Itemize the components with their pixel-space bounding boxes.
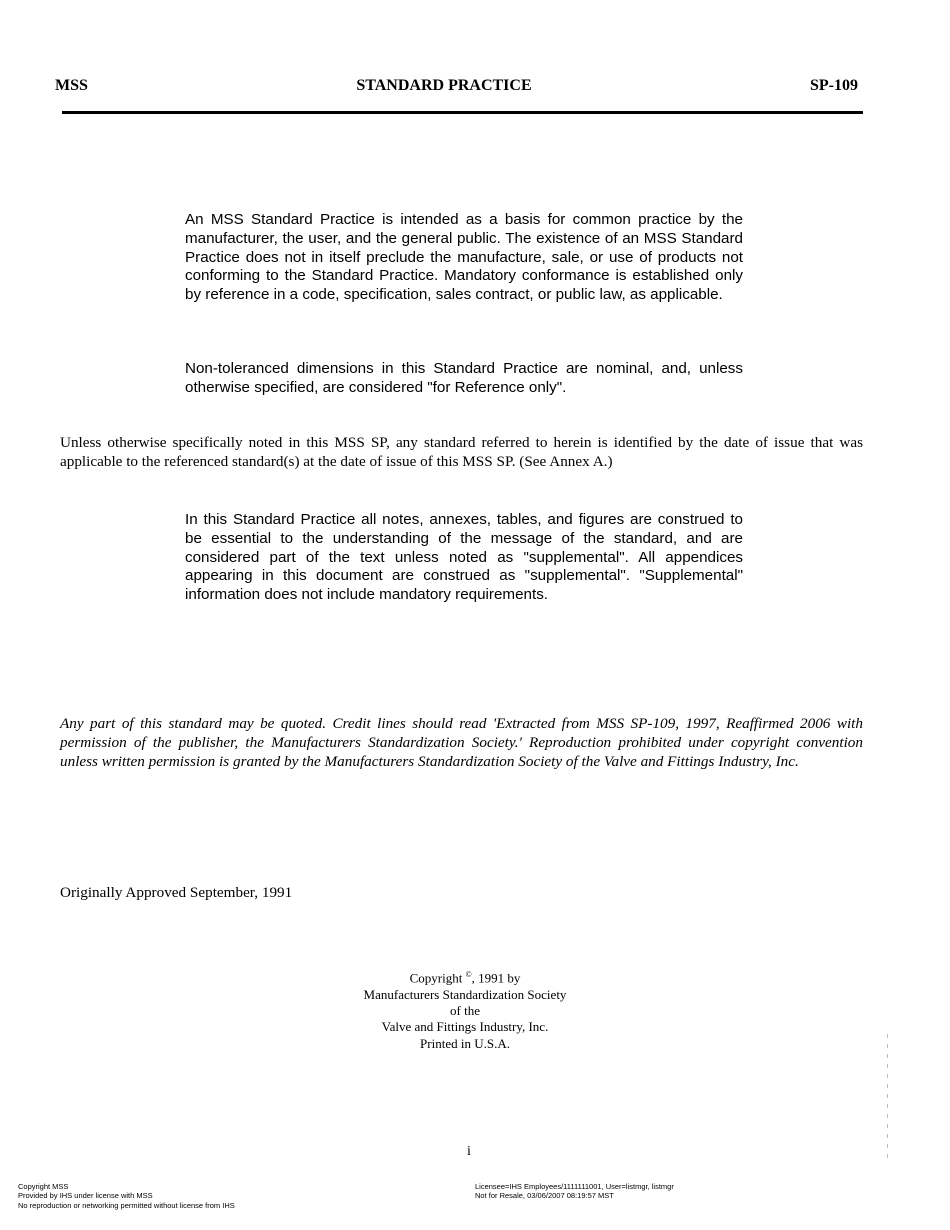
- footer-right-line: Licensee=IHS Employees/1111111001, User=listmgr, listmgr: [475, 1182, 674, 1191]
- approval-date: Originally Approved September, 1991: [60, 884, 293, 901]
- copyright-line-4: Valve and Fittings Industry, Inc.: [381, 1019, 549, 1035]
- dimensions-paragraph: Non-toleranced dimensions in this Standard Practice are nominal, and, unless otherwise specified, are considered "for Reference only".: [185, 360, 743, 396]
- copyright-line-3: of the: [450, 1002, 480, 1018]
- copyright-line-5: Printed in U.S.A.: [420, 1035, 510, 1051]
- copyright-line-1: Copyright ©, 1991 by: [409, 970, 521, 986]
- notes-paragraph: In this Standard Practice all notes, annexes, tables, and figures are construed to be essential to the understanding of the message of the standard, and are considered part of the text unless noted as "supplemental". All appendices appearing in this document are construed as "supplemental". "Supplemental" information does not include mandatory requirements.: [185, 511, 743, 604]
- copyright-block: [0, 967, 930, 1052]
- copyright-symbol: ©: [465, 970, 472, 979]
- header-document-type: STANDARD PRACTICE: [356, 77, 532, 94]
- footer-license-right: [475, 1182, 674, 1201]
- page-number: i: [467, 1144, 471, 1159]
- footer-left-line: Provided by IHS under license with MSS: [18, 1191, 153, 1201]
- margin-marks: [884, 1034, 890, 1164]
- footer-license-left: [18, 1182, 235, 1210]
- header-document-number: SP-109: [810, 77, 858, 94]
- intro-paragraph: An MSS Standard Practice is intended as a basis for common practice by the manufacturer, the user, and the general public. The existence of an MSS Standard Practice does not in itself preclude the manufacture, sale, or use of products not conforming to the Standard Practice. Mandatory conformance is established only by reference in a code, specification, sales contract, or public law, as applicable.: [185, 211, 743, 304]
- quotation-paragraph: Any part of this standard may be quoted. Credit lines should read 'Extracted from MSS SP-109, 1997, Reaffirmed 2006 with permission of the publisher, the Manufacturers Standardization Society.' Reproduction prohibited under copyright convention unless written permission is granted by the Manufacturers Standardization Society of the Valve and Fittings Industry, Inc.: [60, 715, 863, 770]
- footer-right-line: Not for Resale, 03/06/2007 08:19:57 MST: [475, 1191, 614, 1201]
- header-rule: [62, 111, 863, 114]
- footer-left-line: No reproduction or networking permitted without license from IHS: [18, 1200, 235, 1210]
- references-paragraph: Unless otherwise specifically noted in this MSS SP, any standard referred to herein is identified by the date of issue that was applicable to the referenced standard(s) at the date of issue of this MSS SP. (See Annex A.): [60, 434, 863, 470]
- footer-left-line: Copyright MSS: [18, 1182, 69, 1191]
- copyright-line-2: Manufacturers Standardization Society: [363, 986, 567, 1002]
- header-organization: MSS: [55, 77, 88, 94]
